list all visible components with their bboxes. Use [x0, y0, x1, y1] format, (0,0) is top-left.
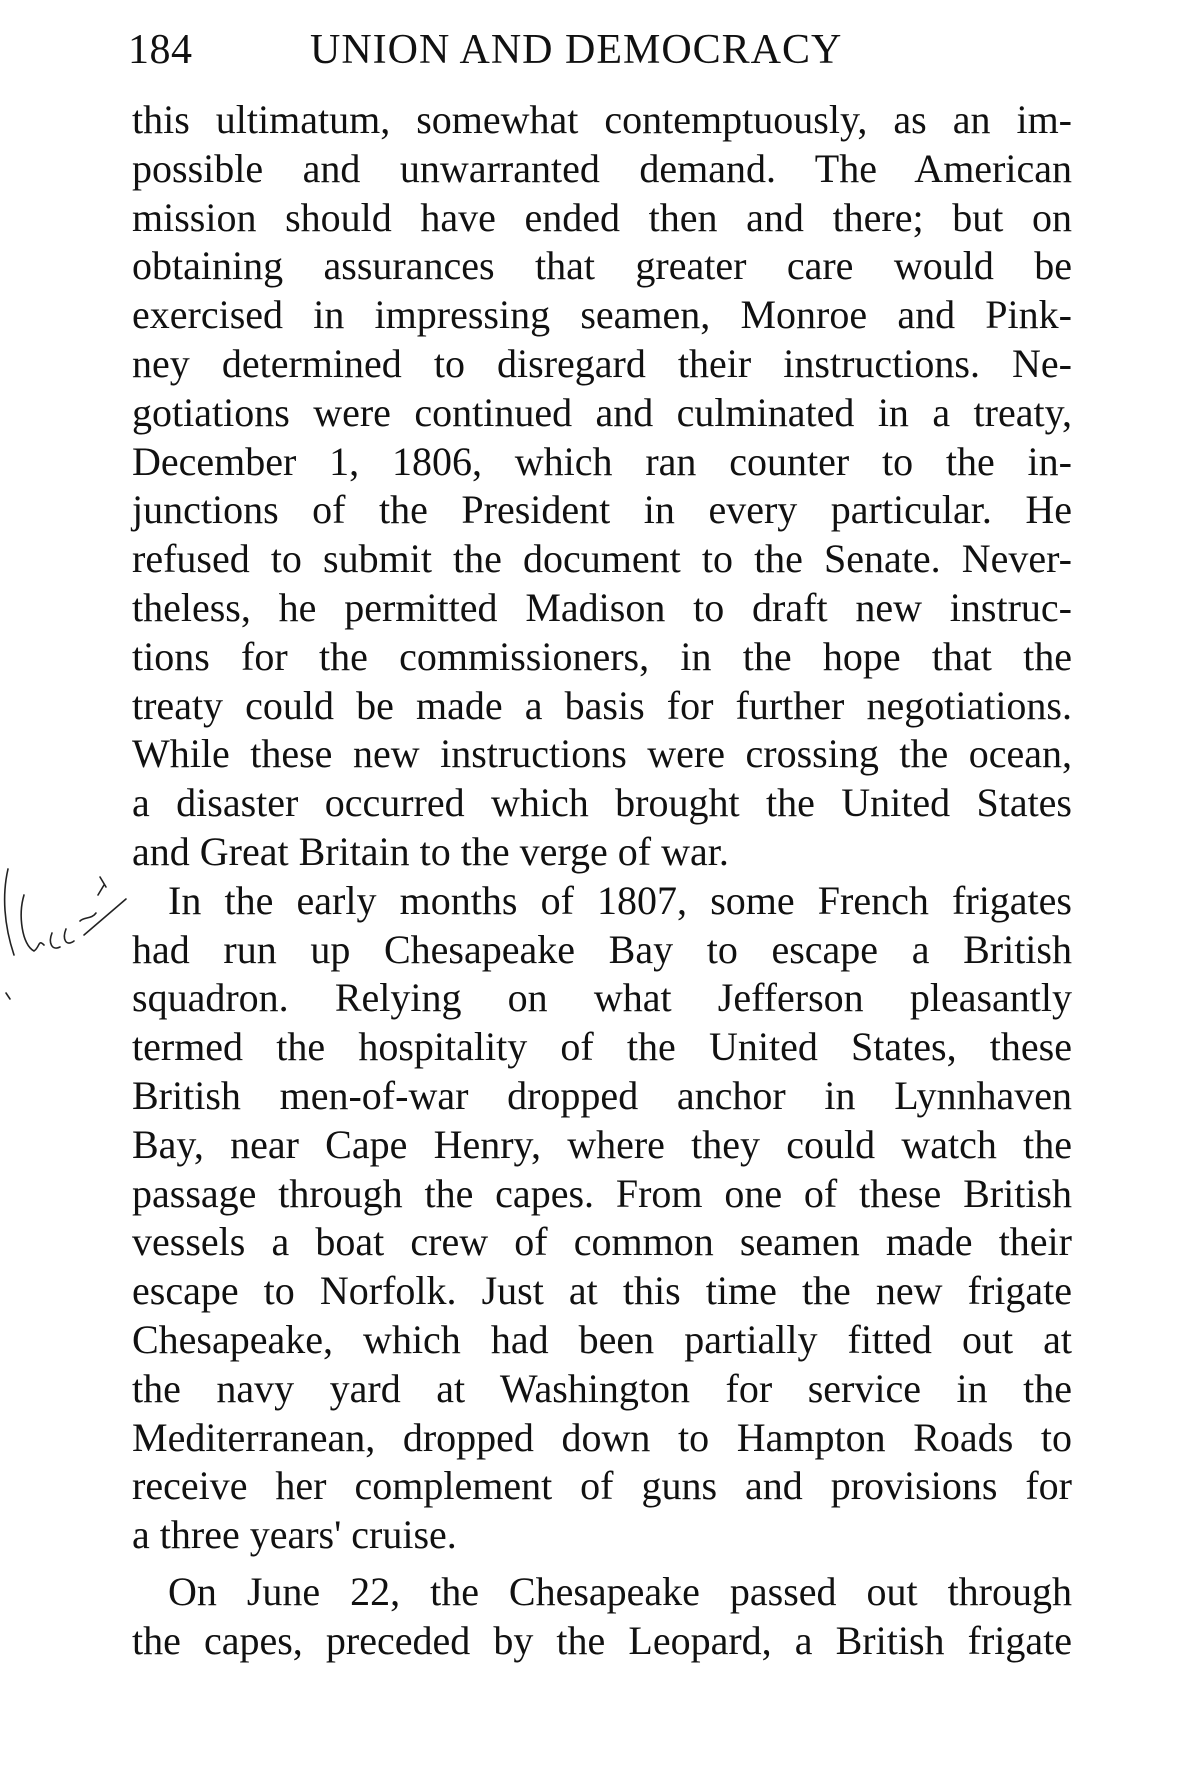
body-text: [132, 96, 1072, 1666]
text-line: In the early months of 1807, some French frigates: [168, 877, 1072, 923]
text-line: the capes, preceded by the Leopard, a British frigate: [132, 1617, 1072, 1663]
running-title: UNION AND DEMOCRACY: [310, 27, 843, 73]
text-line: treaty could be made a basis for further negotiations.: [132, 682, 1072, 728]
text-line: ney determined to disregard their instructions. Ne-: [132, 340, 1072, 386]
text-line: Mediterranean, dropped down to Hampton Roads to: [132, 1414, 1072, 1460]
text-line: obtaining assurances that greater care would be: [132, 243, 1072, 289]
text-line: possible and unwarranted demand. The American: [132, 145, 1072, 191]
page-number: 184: [128, 27, 193, 73]
text-line: this ultimatum, somewhat contemptuously, as an im-: [132, 97, 1072, 142]
text-line: mission should have ended then and there; but on: [132, 194, 1072, 240]
running-head: [128, 18, 1068, 78]
text-line: refused to submit the document to the Senate. Never-: [132, 536, 1072, 582]
text-line: December 1, 1806, which ran counter to the in-: [132, 438, 1072, 484]
text-line: the navy yard at Washington for service in the: [132, 1365, 1072, 1411]
text-line: Bay, near Cape Henry, where they could watch the: [132, 1121, 1072, 1167]
text-line: termed the hospitality of the United States, these: [132, 1024, 1072, 1070]
text-line: British men-of-war dropped anchor in Lynnhaven: [132, 1072, 1072, 1118]
text-line: Chesapeake, which had been partially fitted out at: [132, 1316, 1072, 1362]
paragraph-spacer: [132, 1560, 1072, 1568]
paragraph: [132, 1568, 1072, 1666]
text-line: junctions of the President in every particular. He: [132, 487, 1072, 533]
text-line: squadron. Relying on what Jefferson pleasantly: [132, 975, 1072, 1021]
text-line: a disaster occurred which brought the United States: [132, 780, 1072, 826]
text-line: On June 22, the Chesapeake passed out through: [168, 1568, 1072, 1614]
text-line: passage through the capes. From one of these British: [132, 1170, 1072, 1216]
text-line: receive her complement of guns and provisions for: [132, 1463, 1072, 1509]
text-line: a three years' cruise.: [132, 1512, 457, 1558]
text-line: While these new instructions were crossing the ocean,: [132, 731, 1072, 777]
text-line: escape to Norfolk. Just at this time the new frigate: [132, 1268, 1072, 1314]
text-line: exercised in impressing seamen, Monroe and Pink-: [132, 292, 1072, 338]
text-line: gotiations were continued and culminated in a treaty,: [132, 389, 1072, 435]
text-line: had run up Chesapeake Bay to escape a British: [132, 926, 1072, 972]
paragraph: [132, 96, 1072, 877]
text-line: theless, he permitted Madison to draft new instruc-: [132, 584, 1072, 630]
text-line: and Great Britain to the verge of war.: [132, 828, 729, 874]
handwritten-margin-mark: [0, 855, 132, 1025]
paragraph: [132, 877, 1072, 1560]
text-line: vessels a boat crew of common seamen made their: [132, 1219, 1072, 1265]
text-line: tions for the commissioners, in the hope that the: [132, 633, 1072, 679]
